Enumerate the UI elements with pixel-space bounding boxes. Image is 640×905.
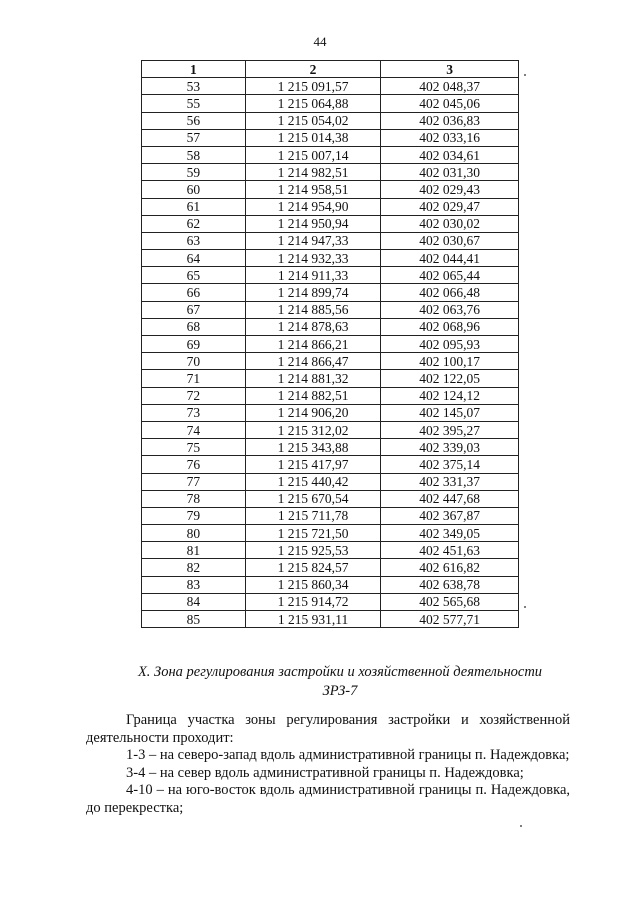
table-cell: 1 215 054,02	[245, 112, 381, 129]
table-cell: 1 214 878,63	[245, 318, 381, 335]
table-cell: 74	[142, 421, 246, 438]
table-cell: 402 044,41	[381, 250, 519, 267]
table-row	[142, 473, 519, 490]
scan-speck	[520, 825, 522, 827]
table-cell: 402 048,37	[381, 78, 519, 95]
paragraph: 4-10 – на юго-восток вдоль административной границы п. Надеждовка, до перекрестка;	[86, 782, 570, 816]
table-row	[142, 456, 519, 473]
table-cell: 402 122,05	[381, 370, 519, 387]
table-cell: 1 215 824,57	[245, 559, 381, 576]
table-row	[142, 267, 519, 284]
column-header: 1	[142, 61, 246, 78]
table-cell: 73	[142, 404, 246, 421]
section-title	[100, 663, 580, 701]
paragraph: 3-4 – на север вдоль административной границы п. Надеждовка;	[126, 764, 524, 781]
paragraph: Граница участка зоны регулирования застройки и хозяйственной деятельности проходит:	[86, 712, 570, 746]
table-cell: 1 215 860,34	[245, 576, 381, 593]
table-cell: 1 215 417,97	[245, 456, 381, 473]
table-row	[142, 129, 519, 146]
table-cell: 402 447,68	[381, 490, 519, 507]
table-cell: 402 065,44	[381, 267, 519, 284]
table-row	[142, 593, 519, 610]
table-cell: 84	[142, 593, 246, 610]
section-title-line: X. Зона регулирования застройки и хозяйственной деятельности	[137, 664, 543, 680]
table-row	[142, 525, 519, 542]
table-cell: 402 068,96	[381, 318, 519, 335]
table-cell: 72	[142, 387, 246, 404]
table-cell: 69	[142, 336, 246, 353]
table-cell: 402 339,03	[381, 439, 519, 456]
table-cell: 402 036,83	[381, 112, 519, 129]
scan-speck	[524, 606, 526, 608]
table-cell: 402 034,61	[381, 146, 519, 163]
table-cell: 1 214 958,51	[245, 181, 381, 198]
page-number: 44	[313, 34, 327, 49]
table-cell: 81	[142, 542, 246, 559]
body-text	[86, 712, 570, 817]
table-row	[142, 78, 519, 95]
table-cell: 402 145,07	[381, 404, 519, 421]
table-cell: 1 214 911,33	[245, 267, 381, 284]
table-cell: 402 375,14	[381, 456, 519, 473]
table-row	[142, 387, 519, 404]
table-cell: 63	[142, 232, 246, 249]
table-row	[142, 507, 519, 524]
table-cell: 1 215 914,72	[245, 593, 381, 610]
table-cell: 67	[142, 301, 246, 318]
table-cell: 76	[142, 456, 246, 473]
table-row	[142, 542, 519, 559]
table-cell: 1 214 947,33	[245, 232, 381, 249]
table-row	[142, 112, 519, 129]
table-cell: 61	[142, 198, 246, 215]
table-cell: 83	[142, 576, 246, 593]
table-cell: 1 214 881,32	[245, 370, 381, 387]
column-header: 3	[381, 61, 519, 78]
table-row	[142, 164, 519, 181]
table-cell: 1 215 721,50	[245, 525, 381, 542]
table-cell: 62	[142, 215, 246, 232]
table-cell: 1 215 711,78	[245, 507, 381, 524]
table-cell: 1 215 925,53	[245, 542, 381, 559]
table-cell: 1 214 932,33	[245, 250, 381, 267]
table-cell: 402 030,02	[381, 215, 519, 232]
table-cell: 402 045,06	[381, 95, 519, 112]
table-cell: 77	[142, 473, 246, 490]
table-cell: 65	[142, 267, 246, 284]
table-cell: 1 215 091,57	[245, 78, 381, 95]
column-header: 2	[245, 61, 381, 78]
table-body	[142, 78, 519, 628]
table-cell: 78	[142, 490, 246, 507]
table-cell: 1 215 064,88	[245, 95, 381, 112]
table-row	[142, 421, 519, 438]
table-cell: 1 214 954,90	[245, 198, 381, 215]
table-cell: 56	[142, 112, 246, 129]
table-cell: 402 577,71	[381, 611, 519, 628]
table-cell: 402 063,76	[381, 301, 519, 318]
table-cell: 402 029,43	[381, 181, 519, 198]
table-row	[142, 232, 519, 249]
table-cell: 85	[142, 611, 246, 628]
table-cell: 402 395,27	[381, 421, 519, 438]
table-row	[142, 95, 519, 112]
table-row	[142, 336, 519, 353]
table-cell: 1 215 440,42	[245, 473, 381, 490]
table-cell: 70	[142, 353, 246, 370]
table-cell: 60	[142, 181, 246, 198]
table-cell: 57	[142, 129, 246, 146]
table-cell: 66	[142, 284, 246, 301]
table-row	[142, 250, 519, 267]
table-cell: 1 214 882,51	[245, 387, 381, 404]
table-cell: 402 030,67	[381, 232, 519, 249]
table-cell: 1 214 982,51	[245, 164, 381, 181]
table-cell: 1 214 950,94	[245, 215, 381, 232]
scan-speck	[524, 74, 526, 76]
table-cell: 68	[142, 318, 246, 335]
table-cell: 1 215 343,88	[245, 439, 381, 456]
table-cell: 1 214 885,56	[245, 301, 381, 318]
table-row	[142, 559, 519, 576]
table-cell: 402 066,48	[381, 284, 519, 301]
table-cell: 80	[142, 525, 246, 542]
table-cell: 71	[142, 370, 246, 387]
section-title-code: ЗРЗ-7	[322, 683, 358, 699]
table-cell: 1 214 899,74	[245, 284, 381, 301]
table-cell: 1 214 866,47	[245, 353, 381, 370]
table-cell: 402 124,12	[381, 387, 519, 404]
table-row	[142, 318, 519, 335]
table-cell: 53	[142, 78, 246, 95]
table-cell: 1 215 670,54	[245, 490, 381, 507]
table-cell: 402 638,78	[381, 576, 519, 593]
table-row	[142, 198, 519, 215]
table-cell: 82	[142, 559, 246, 576]
table-cell: 1 215 014,38	[245, 129, 381, 146]
table-cell: 402 367,87	[381, 507, 519, 524]
table-cell: 402 616,82	[381, 559, 519, 576]
coordinates-table	[141, 60, 519, 628]
table-cell: 59	[142, 164, 246, 181]
table-row	[142, 146, 519, 163]
table-cell: 402 029,47	[381, 198, 519, 215]
table-row	[142, 370, 519, 387]
table-cell: 402 451,63	[381, 542, 519, 559]
paragraph: 1-3 – на северо-запад вдоль административной границы п. Надеждовка;	[126, 747, 570, 763]
table-cell: 402 100,17	[381, 353, 519, 370]
table-cell: 55	[142, 95, 246, 112]
table-cell: 79	[142, 507, 246, 524]
table-cell: 402 565,68	[381, 593, 519, 610]
table-cell: 1 215 007,14	[245, 146, 381, 163]
table-cell: 402 349,05	[381, 525, 519, 542]
table-cell: 1 215 931,11	[245, 611, 381, 628]
table-row	[142, 301, 519, 318]
table-row	[142, 490, 519, 507]
table-cell: 1 214 906,20	[245, 404, 381, 421]
table-cell: 1 215 312,02	[245, 421, 381, 438]
table-row	[142, 404, 519, 421]
table-cell: 58	[142, 146, 246, 163]
table-row	[142, 284, 519, 301]
table-row	[142, 439, 519, 456]
table-row	[142, 215, 519, 232]
table-row	[142, 353, 519, 370]
table-row	[142, 576, 519, 593]
table-cell: 402 331,37	[381, 473, 519, 490]
table-cell: 75	[142, 439, 246, 456]
table-header-row	[142, 61, 519, 78]
table-cell: 1 214 866,21	[245, 336, 381, 353]
table-row	[142, 181, 519, 198]
table-cell: 64	[142, 250, 246, 267]
table-row	[142, 611, 519, 628]
table-cell: 402 033,16	[381, 129, 519, 146]
table-cell: 402 095,93	[381, 336, 519, 353]
table-cell: 402 031,30	[381, 164, 519, 181]
